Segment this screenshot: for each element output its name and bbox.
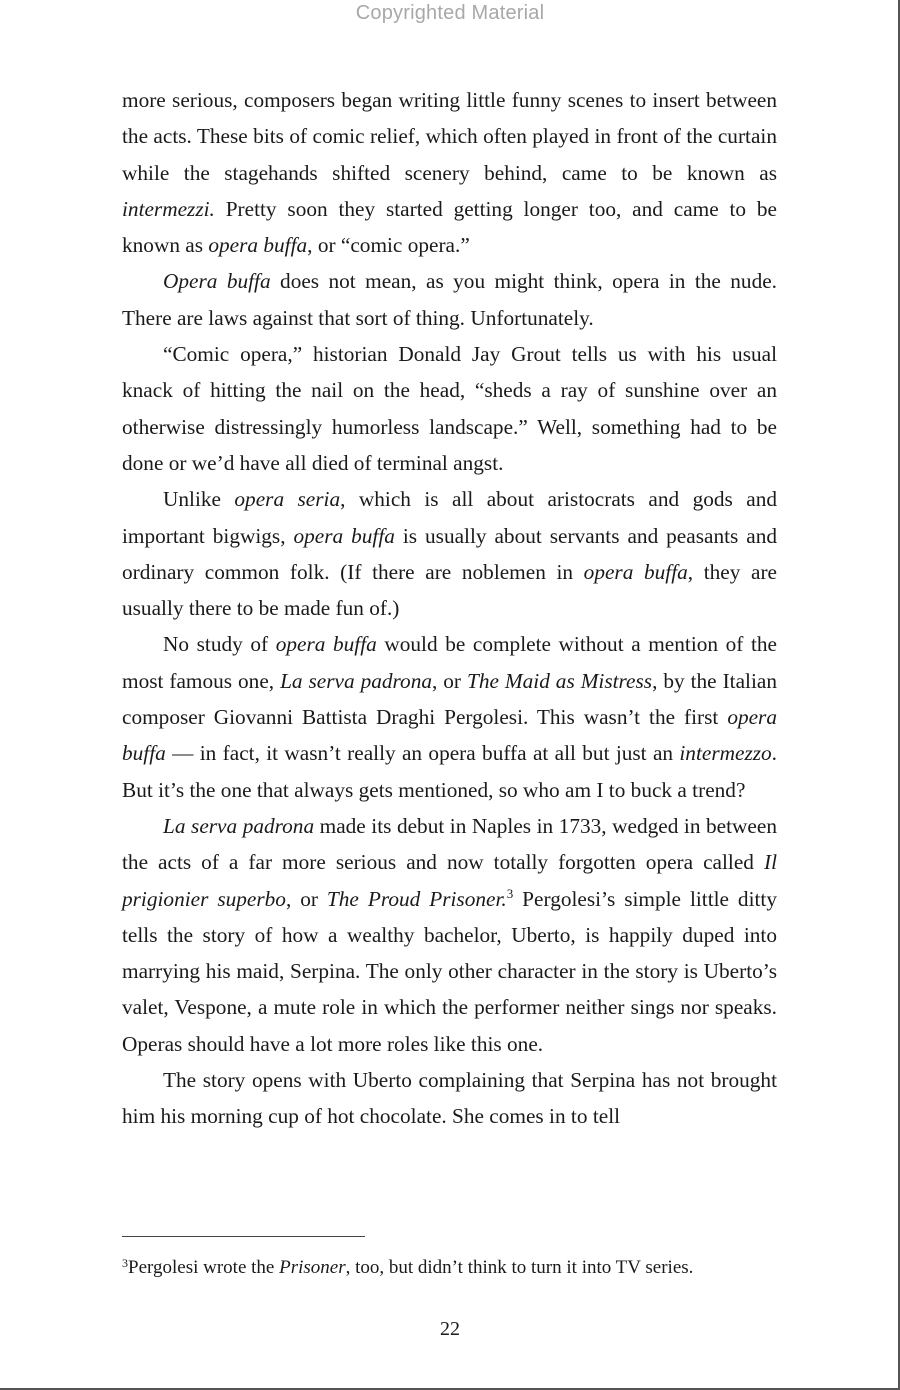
paragraph: [122, 481, 777, 626]
text-run: , or: [285, 886, 327, 911]
text-run: “Comic opera,” historian Donald Jay Grout tells us with his usual knack of hitting the nail on the head, “sheds a ray of sunshine over an otherwise distressingly humorless landscape.” Well, something had to be done or we’d have all died of terminal angst.: [122, 342, 777, 475]
footnote: [122, 1249, 777, 1282]
italic-run: La serva padrona: [280, 668, 432, 693]
footnote-rule: [122, 1236, 365, 1237]
italic-run: opera buffa: [583, 559, 688, 584]
text-run: , which is all about aristocrats and gods and important bigwigs,: [122, 487, 777, 548]
italic-run: Opera buffa: [163, 269, 271, 294]
italic-run: opera buffa: [208, 233, 308, 258]
italic-run: The Proud Prisoner.: [326, 886, 507, 911]
italic-run: intermezzi.: [122, 196, 215, 221]
text-run: Unlike: [163, 487, 235, 512]
footnote-reference: 3: [506, 885, 514, 901]
italic-run: opera buffa: [275, 632, 377, 657]
text-run: Pergolesi’s simple little ditty tells the story of how a wealthy bachelor, Uberto, is happily duped into marrying his maid, Serpina. The only other character in the story is Uberto’s valet, Vespone, a mute role in which the performer neither sings nor speaks. Operas should have a lot more roles like this one.: [122, 886, 777, 1056]
text-run: Pretty soon they started getting longer too, and came to be known as: [122, 196, 777, 258]
body-text: [122, 82, 777, 1135]
italic-run: intermezzo: [679, 741, 772, 766]
italic-run: opera buffa: [293, 523, 395, 548]
text-run: is usually about servants and peasants and ordinary common folk. (If there are noblemen in: [122, 523, 778, 584]
paragraph: [122, 1062, 777, 1135]
italic-run: opera buffa: [122, 705, 777, 766]
italic-run: Prisoner: [279, 1257, 346, 1278]
page-number: 22: [440, 1318, 460, 1340]
italic-run: Il prigionier superbo: [122, 850, 777, 911]
copyright-watermark: Copyrighted Material: [355, 2, 545, 24]
italic-run: opera seria: [234, 487, 341, 512]
paragraph: [122, 336, 777, 481]
footnote-text: [128, 1257, 693, 1278]
paragraph: [122, 626, 777, 807]
text-run: , too, but didn’t think to turn it into TV series.: [345, 1257, 694, 1278]
text-run: — in fact, it wasn’t really an opera buffa at all but just an: [165, 741, 680, 766]
italic-run: The Maid as Mistress: [466, 668, 653, 693]
text-run: Pergolesi wrote the: [128, 1257, 280, 1278]
text-run: , by the Italian composer Giovanni Battista Draghi Pergolesi. This wasn’t the first: [122, 668, 777, 730]
paragraph: [122, 82, 777, 263]
paragraph: [122, 263, 777, 336]
footnote-marker: 3: [122, 1256, 128, 1270]
text-run: , they are usually there to be made fun of.): [122, 559, 777, 621]
paragraph: [122, 808, 777, 1062]
text-run: does not mean, as you might think, opera in the nude. There are laws against that sort of thing. Unfortunately.: [122, 269, 777, 330]
text-run: made its debut in Naples in 1733, wedged in between the acts of a far more serious and now totally forgotten opera called: [122, 813, 777, 875]
text-run: . But it’s the one that always gets mentioned, so who am I to buck a trend?: [122, 741, 777, 802]
text-run: , or: [432, 668, 467, 693]
italic-run: La serva padrona: [163, 813, 315, 838]
text-run: The story opens with Uberto complaining that Serpina has not brought him his morning cup of hot chocolate. She comes in to tell: [122, 1068, 777, 1129]
text-run: more serious, composers began writing little funny scenes to insert between the acts. These bits of comic relief, which often played in front of the curtain while the stagehands shifted scenery behind, came to be known as: [122, 88, 777, 185]
text-run: , or “comic opera.”: [307, 233, 470, 258]
text-run: would be complete without a mention of the most famous one,: [122, 632, 777, 693]
text-run: No study of: [163, 632, 276, 657]
